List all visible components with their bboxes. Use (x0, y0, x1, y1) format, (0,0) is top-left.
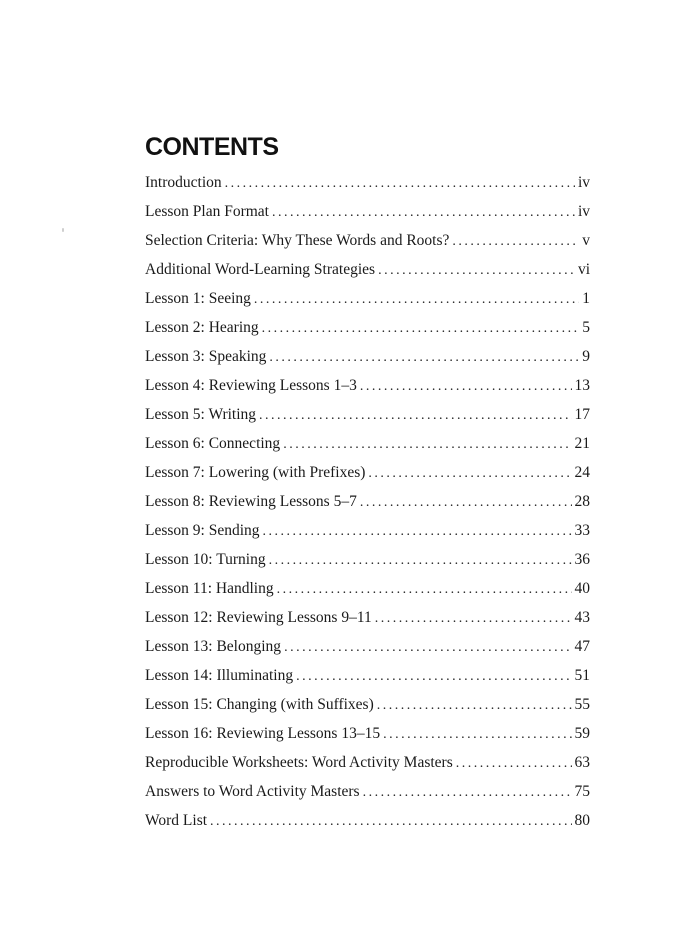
toc-entry (145, 806, 590, 835)
toc-entry-title: Lesson 11: Handling (145, 580, 274, 597)
dot-leader (363, 778, 572, 806)
toc-entry (145, 255, 590, 284)
dot-leader (269, 546, 572, 574)
toc-entry (145, 226, 590, 255)
toc-entry-page: iv (577, 203, 590, 220)
dot-leader (283, 430, 571, 458)
toc-entry (145, 371, 590, 400)
toc-entry (145, 574, 590, 603)
toc-entry (145, 168, 590, 197)
toc-entry-page: v (582, 232, 590, 249)
dot-leader (368, 459, 571, 487)
toc-entry-title: Lesson 12: Reviewing Lessons 9–11 (145, 609, 372, 626)
toc-entry-title: Lesson 13: Belonging (145, 638, 282, 655)
dot-leader (262, 314, 580, 342)
toc-entry-title: Reproducible Worksheets: Word Activity Masters (145, 754, 453, 771)
toc-entry (145, 197, 590, 226)
toc-entry-page: 75 (574, 783, 590, 800)
toc-entry-title: Lesson 3: Speaking (145, 348, 267, 365)
toc-entry-title: Lesson 2: Hearing (145, 319, 259, 336)
toc-entry-page: 51 (574, 667, 590, 684)
toc-entry (145, 313, 590, 342)
dot-leader (284, 633, 571, 661)
dot-leader (225, 169, 575, 197)
dot-leader (269, 343, 579, 371)
dot-leader (375, 604, 572, 632)
toc-entry (145, 661, 590, 690)
dot-leader (452, 227, 579, 255)
toc-entry (145, 458, 590, 487)
toc-entry (145, 429, 590, 458)
toc-entry (145, 632, 590, 661)
toc-entry-title: Word List (145, 812, 208, 829)
toc-entry-page: 28 (574, 493, 590, 510)
toc-entry-title: Lesson 1: Seeing (145, 290, 251, 307)
toc-entry-title: Lesson 14: Illuminating (145, 667, 294, 684)
toc-entry-title: Lesson 16: Reviewing Lessons 13–15 (145, 725, 381, 742)
dot-leader (210, 807, 571, 835)
toc-entry (145, 748, 590, 777)
toc-entry-page: 63 (574, 754, 590, 771)
dot-leader (456, 749, 572, 777)
dot-leader (378, 256, 575, 284)
dot-leader (277, 575, 572, 603)
toc-entry (145, 777, 590, 806)
toc-entry-page: 9 (582, 348, 590, 365)
contents-heading: CONTENTS (145, 133, 279, 161)
toc-entry-page: 21 (574, 435, 590, 452)
toc-entry (145, 400, 590, 429)
toc-entry-title: Answers to Word Activity Masters (145, 783, 360, 800)
toc-entry-page: 43 (574, 609, 590, 626)
toc-entry-page: 17 (574, 406, 590, 423)
toc-entry-page: 55 (574, 696, 590, 713)
toc-entry-title: Additional Word-Learning Strategies (145, 261, 376, 278)
dot-leader (263, 517, 572, 545)
paper-speck (62, 228, 64, 232)
toc-entry-page: 13 (574, 377, 590, 394)
toc-entry (145, 516, 590, 545)
toc-entry (145, 284, 590, 313)
dot-leader (272, 198, 575, 226)
toc-entry-page: 47 (574, 638, 590, 655)
toc-entry-title: Lesson 9: Sending (145, 522, 260, 539)
toc-entry-page: vi (577, 261, 590, 278)
dot-leader (259, 401, 571, 429)
toc-entry-title: Lesson 6: Connecting (145, 435, 281, 452)
toc-entry-title: Lesson 10: Turning (145, 551, 266, 568)
toc-entry (145, 487, 590, 516)
dot-leader (360, 372, 572, 400)
toc-entry-title: Lesson 4: Reviewing Lessons 1–3 (145, 377, 357, 394)
toc-entry-page: 5 (582, 319, 590, 336)
table-of-contents (145, 168, 590, 835)
dot-leader (254, 285, 579, 313)
toc-entry (145, 690, 590, 719)
toc-entry-page: iv (577, 174, 590, 191)
toc-entry-page: 59 (574, 725, 590, 742)
toc-entry-title: Lesson Plan Format (145, 203, 269, 220)
dot-leader (296, 662, 571, 690)
toc-entry-page: 24 (574, 464, 590, 481)
toc-entry-title: Lesson 8: Reviewing Lessons 5–7 (145, 493, 357, 510)
toc-entry-title: Selection Criteria: Why These Words and Roots? (145, 232, 450, 249)
toc-entry-page: 80 (574, 812, 590, 829)
dot-leader (360, 488, 572, 516)
toc-entry-title: Introduction (145, 174, 222, 191)
toc-entry (145, 603, 590, 632)
toc-entry (145, 719, 590, 748)
toc-entry-page: 36 (574, 551, 590, 568)
toc-entry-title: Lesson 15: Changing (with Suffixes) (145, 696, 374, 713)
toc-entry-title: Lesson 5: Writing (145, 406, 257, 423)
dot-leader (383, 720, 571, 748)
toc-entry-title: Lesson 7: Lowering (with Prefixes) (145, 464, 366, 481)
dot-leader (377, 691, 572, 719)
toc-entry (145, 342, 590, 371)
toc-entry-page: 40 (574, 580, 590, 597)
toc-entry-page: 1 (582, 290, 590, 307)
toc-entry-page: 33 (574, 522, 590, 539)
toc-entry (145, 545, 590, 574)
